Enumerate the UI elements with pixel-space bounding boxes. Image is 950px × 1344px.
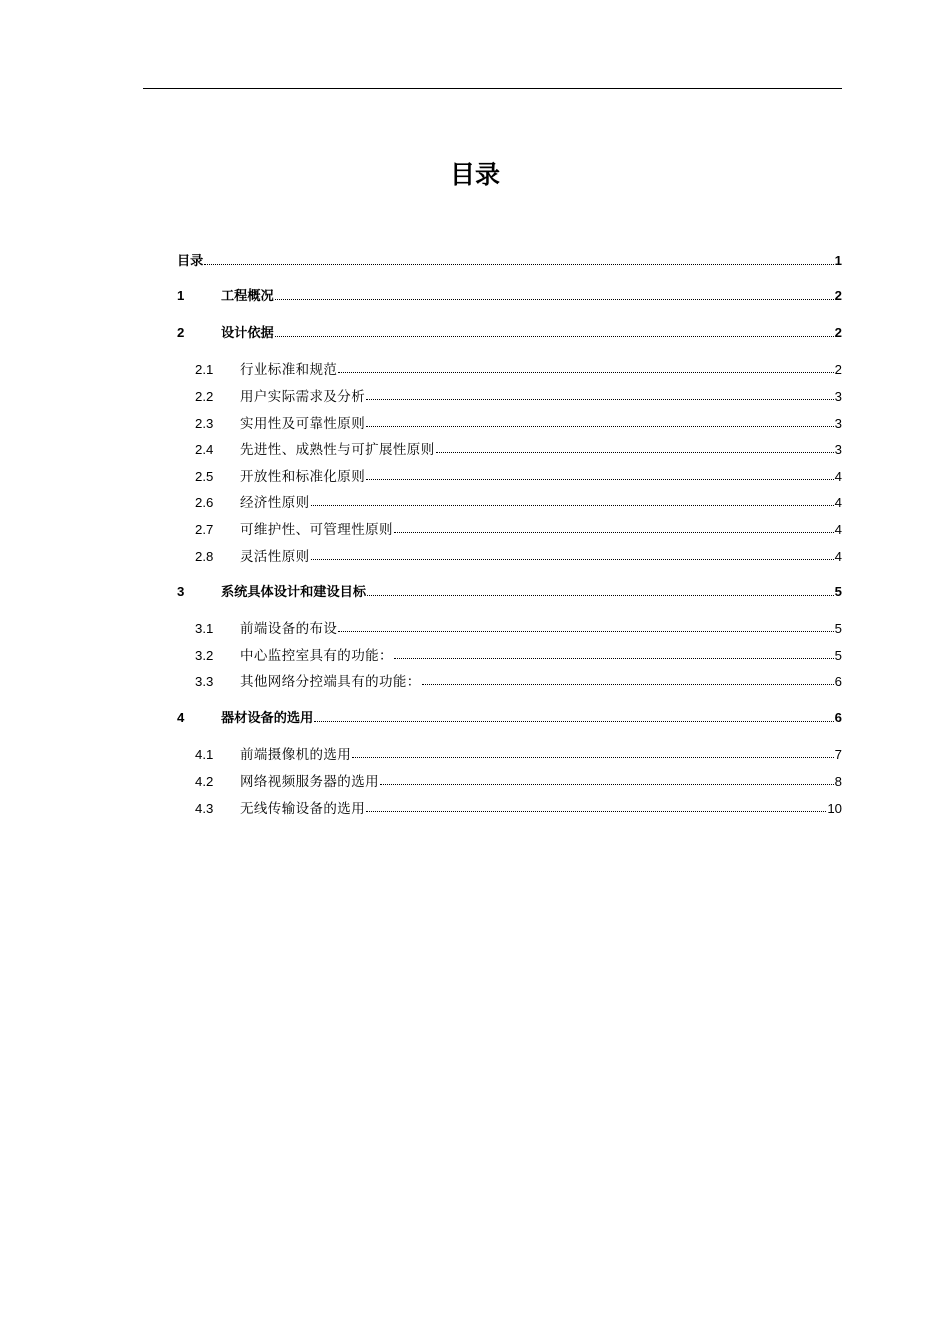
toc-dot-leader <box>436 452 834 453</box>
toc-entry-label: 系统具体设计和建设目标 <box>221 585 367 600</box>
toc-dot-leader <box>311 559 834 560</box>
toc-entry-label: 开放性和标准化原则 <box>240 469 366 485</box>
toc-entry[interactable] <box>177 617 842 637</box>
toc-dot-leader <box>311 505 834 506</box>
toc-dot-leader <box>366 811 826 812</box>
toc-entry-label: 灵活性原则 <box>240 549 310 565</box>
toc-entry[interactable] <box>177 518 842 538</box>
toc-entry-number: 3.3 <box>195 674 214 689</box>
toc-entry-page: 2 <box>834 362 842 377</box>
toc-entry-label: 实用性及可靠性原则 <box>240 416 366 432</box>
toc-entry-page: 2 <box>834 288 842 303</box>
toc-entry[interactable] <box>177 545 842 565</box>
toc-dot-leader <box>380 784 834 785</box>
toc-dot-leader <box>422 684 834 685</box>
toc-entry-page: 3 <box>834 389 842 404</box>
toc-entry[interactable] <box>177 770 842 790</box>
toc-entry-number: 4.1 <box>195 747 214 762</box>
toc-entry-page: 5 <box>834 584 842 599</box>
toc-entry[interactable] <box>177 797 842 817</box>
toc-entry-number: 2.7 <box>195 522 214 537</box>
toc-entry-number: 2.2 <box>195 389 214 404</box>
toc-dot-leader <box>394 532 834 533</box>
toc-entry[interactable] <box>177 322 842 342</box>
toc-entry-label: 可维护性、可管理性原则 <box>240 522 393 538</box>
toc-entry[interactable] <box>177 412 842 432</box>
toc-entry-page: 4 <box>834 522 842 537</box>
toc-entry-page: 8 <box>834 774 842 789</box>
toc-entry-page: 4 <box>834 549 842 564</box>
toc-entry-label: 先进性、成熟性与可扩展性原则 <box>240 442 435 458</box>
toc-entry-label: 目录 <box>177 254 204 269</box>
toc-dot-leader <box>367 595 834 596</box>
toc-entry-page: 2 <box>834 325 842 340</box>
toc-entry[interactable] <box>177 644 842 664</box>
toc-entry-page: 5 <box>834 648 842 663</box>
toc-dot-leader <box>338 372 833 373</box>
toc-entry-page: 7 <box>834 747 842 762</box>
toc-dot-leader <box>366 479 834 480</box>
toc-dot-leader <box>275 336 834 337</box>
toc-entry-label: 工程概况 <box>221 289 274 304</box>
toc-dot-leader <box>366 399 834 400</box>
toc-dot-leader <box>366 426 834 427</box>
toc-dot-leader <box>275 299 834 300</box>
toc-entry-number: 3.2 <box>195 648 214 663</box>
toc-entry-label: 设计依据 <box>221 326 274 341</box>
toc-entry-label: 前端摄像机的选用 <box>240 747 352 763</box>
toc-entry-page: 10 <box>827 801 842 816</box>
toc-entry[interactable] <box>177 285 842 305</box>
toc-entry-number: 2.5 <box>195 469 214 484</box>
toc-dot-leader <box>314 721 833 722</box>
toc-entry-number: 2.3 <box>195 416 214 431</box>
toc-entry-page: 1 <box>834 253 842 268</box>
toc-entry-page: 6 <box>834 710 842 725</box>
toc-entry-number: 1 <box>177 288 185 303</box>
page-title: 目录 <box>449 160 500 189</box>
toc-entry-number: 2.4 <box>195 442 214 457</box>
toc-entry-number: 4.3 <box>195 801 214 816</box>
toc-entry-page: 4 <box>834 469 842 484</box>
toc-entry-page: 3 <box>834 442 842 457</box>
toc-entry-number: 3 <box>177 584 185 599</box>
toc-entry-number: 2.8 <box>195 549 214 564</box>
toc-entry-page: 5 <box>834 621 842 636</box>
toc-entry-label: 器材设备的选用 <box>221 711 314 726</box>
toc-entry-number: 2.1 <box>195 362 214 377</box>
toc-entry-page: 3 <box>834 416 842 431</box>
toc-entry-number: 4.2 <box>195 774 214 789</box>
toc-entry-number: 3.1 <box>195 621 214 636</box>
toc-entry-label: 无线传输设备的选用 <box>240 801 366 817</box>
header-rule <box>143 88 842 89</box>
toc-entry[interactable] <box>177 707 842 727</box>
toc-entry-number: 4 <box>177 710 185 725</box>
toc-dot-leader <box>352 757 833 758</box>
toc-entry[interactable] <box>177 743 842 763</box>
toc-dot-leader <box>338 631 833 632</box>
toc-entry-label: 经济性原则 <box>240 495 310 511</box>
toc-entry-page: 6 <box>834 674 842 689</box>
toc-entry[interactable] <box>177 670 842 690</box>
toc-entry-label: 网络视频服务器的选用 <box>240 774 379 790</box>
toc-dot-leader <box>394 658 834 659</box>
toc-entry-number: 2 <box>177 325 185 340</box>
toc-entry[interactable] <box>177 250 842 270</box>
toc-entry[interactable] <box>177 491 842 511</box>
toc-entry[interactable] <box>177 465 842 485</box>
toc-entry[interactable] <box>177 385 842 405</box>
toc-entry-label: 其他网络分控端具有的功能： <box>240 674 421 690</box>
toc-entry-number: 2.6 <box>195 495 214 510</box>
toc-entry[interactable] <box>177 358 842 378</box>
toc-dot-leader <box>204 264 833 265</box>
toc-entry-label: 行业标准和规范 <box>240 362 338 378</box>
toc-entry[interactable] <box>177 581 842 601</box>
toc-entry[interactable] <box>177 438 842 458</box>
toc-entry-label: 中心监控室具有的功能： <box>240 648 393 664</box>
toc-entry-page: 4 <box>834 495 842 510</box>
toc-entry-label: 前端设备的布设 <box>240 621 338 637</box>
toc-entry-label: 用户实际需求及分析 <box>240 389 366 405</box>
